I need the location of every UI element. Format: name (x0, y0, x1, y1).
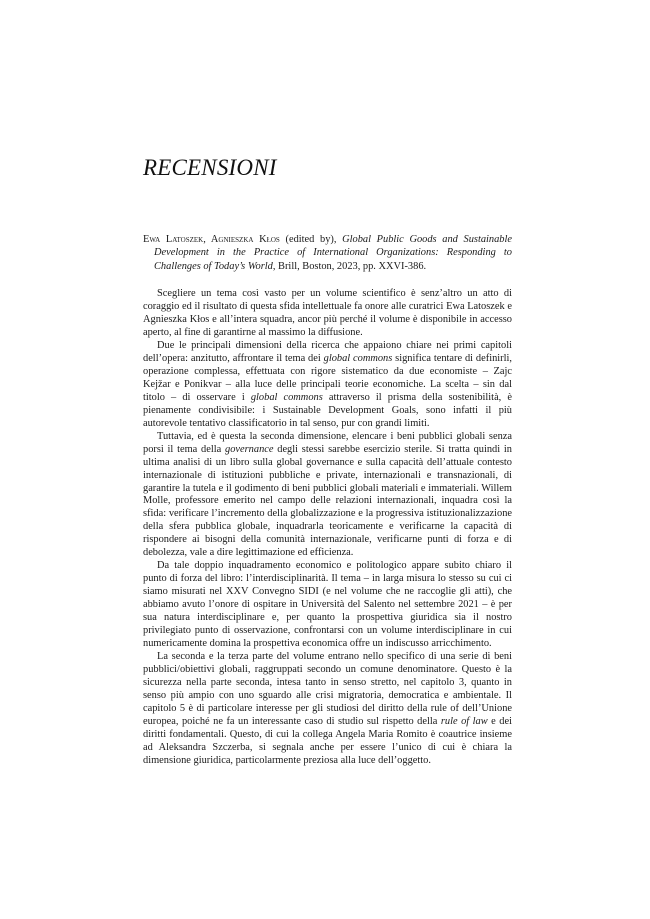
paragraph-text: La seconda e la terza parte del volume entrano nello specifico di una serie di beni pubblici/obiettivi globali, raggruppati secondo un comune denominatore. Questo è la sicurezza nella parte seconda, intesa tanto in senso stretto, nel capitolo 3, quanto in senso più ampio con uno sguardo alle crisi migratoria, democratica e ambientale. Il capitolo 5 è di particolare interesse per gli studiosi del diritto della rule of dell’Unione europea, poiché ne fa un interessante caso di studio sul rispetto della (143, 650, 512, 727)
paragraph-text: degli stessi sarebbe esercizio sterile. Si tratta quindi in ultima analisi di un libro sulla global governance e sulla capacità dell’attuale contesto internazionale di istituzioni pubbliche e private, internazionali e transnazionali, di garantire la tutela e il godimento di beni pubblici globali materiali e immateriali. Willem Molle, professore emerito nel campo delle relazioni internazionali, inquadra così la sfida: verificare l’incremento della globalizzazione e la progressiva istituzionalizzazione della sfera pubblica globale, inquadrarla teoricamente e verificarne la capacità di rispondere ai bisogni della comunità internazionale, verificarne punti di forza e di debolezza, vale a dire legittimazione ed efficienza. (143, 443, 512, 559)
citation-editors-note: (edited by), (279, 234, 343, 245)
paragraph-text: Tuttavia, ed è questa la seconda dimensione, elencare i beni pubblici globali senza porsi il tema della (143, 430, 512, 455)
citation-book-title: Global Public Goods and Sustainable Development in the Practice of International Organizations: Responding to Challenges of Today’s World (154, 234, 513, 272)
italic-term: rule of law (440, 715, 488, 727)
citation-publisher: , Brill, Boston, 2023, pp. XXVI-386. (272, 260, 427, 272)
review-body (143, 288, 512, 767)
citation-authors: Ewa Latoszek, Agnieszka Kłos (143, 234, 280, 245)
italic-term: global commons (323, 352, 393, 364)
body-paragraph (143, 651, 512, 768)
italic-term: global commons (250, 391, 323, 403)
paragraph-text: significa tentare di definirli, operazione complessa, effettuata con rigore sistematico da due economiste – Zajc Kejžar e Ponikvar – alla luce delle principali teorie economiche. La scelta – sin dal titolo – di osservare i (143, 352, 512, 403)
paragraph-text: Due le principali dimensioni della ricerca che appaiono chiare nei primi capitoli dell’opera: anzitutto, affrontare il tema dei (143, 340, 512, 364)
body-paragraph (143, 560, 512, 651)
body-paragraph (143, 340, 512, 431)
paragraph-text: attraverso il prisma della sostenibilità, è pienamente condivisibile: i Sustainable Development Goals, sono infatti il più autorevole tentativo classificatorio in tal senso, pur con grandi limiti. (143, 391, 512, 429)
body-paragraph (143, 431, 512, 561)
paragraph-text: e dei diritti fondamentali. Questo, di cui la collega Angela Maria Romito è coautrice insieme ad Aleksandra Szczerba, si segnala anche per essere l’unico di cui è chiara la dimensione giuridica, particolarmente preziosa alla luce dell’oggetto. (143, 715, 512, 766)
italic-term: governance (225, 443, 274, 455)
book-citation (143, 233, 512, 273)
review-entry (143, 233, 512, 767)
paragraph-text: Scegliere un tema così vasto per un volume scientifico è senz’altro un atto di coraggio ed il risultato di questa sfida intellettuale fa onore alle curatrici Ewa Latoszek e Agnieszka Kłos e all’intera squadra, ancor più perché il volume è disponibile in accesso aperto, al fine di garantirne al massimo la diffusione. (143, 288, 512, 339)
paragraph-text: Da tale doppio inquadramento economico e politologico appare subito chiaro il punto di forza del libro: l’interdisciplinarità. Il tema – in larga misura lo stesso su cui ci siamo misurati nel XXV Convegno SIDI (e nel volume che ne raccoglie gli atti), che abbiamo avuto l’onore di ospitare in Università del Salento nel settembre 2021 – è per sua natura interdisciplinare e, per quanto la prospettiva giuridica sia il nostro privilegiato punto di osservazione, confrontarsi con un volume interdisciplinare in cui numericamente domina la prospettiva economica offre un indiscusso arricchimento. (143, 560, 512, 649)
section-title: RECENSIONI (143, 155, 277, 180)
body-paragraph (143, 288, 512, 340)
